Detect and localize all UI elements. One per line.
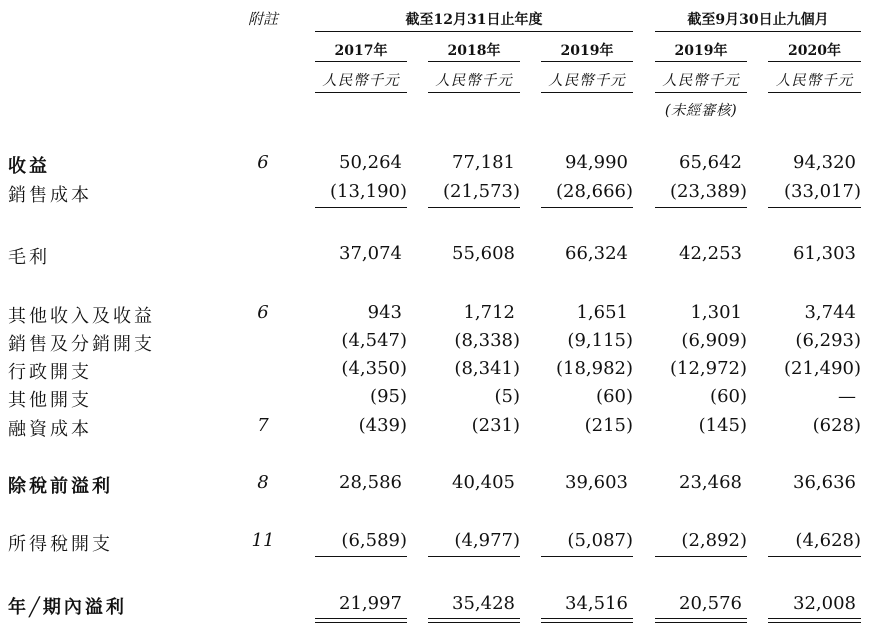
row-value: 39,603 [565, 472, 628, 493]
row-value: 65,642 [679, 152, 742, 173]
row-value: 34,516 [565, 593, 628, 614]
unit-underline-2 [428, 92, 520, 93]
row-value: (33,017) [783, 181, 861, 202]
subtotal-rule [655, 556, 747, 557]
group-underline-years [315, 31, 633, 32]
note-column-header: 附註 [247, 10, 278, 28]
year-underline-5 [768, 61, 861, 62]
year-header-1: 2017年 [334, 43, 388, 59]
row-value: 35,428 [452, 593, 515, 614]
year-header-2: 2018年 [447, 43, 501, 59]
subtotal-rule [428, 207, 520, 208]
unit-underline-3 [541, 92, 633, 93]
row-label: 除稅前溢利 [8, 476, 113, 497]
subtotal-rule [315, 207, 407, 208]
row-label: 行政開支 [8, 362, 92, 383]
group-header-years: 截至12月31日止年度 [405, 12, 543, 28]
row-value: 61,303 [793, 243, 856, 264]
row-label: 其他開支 [8, 390, 92, 411]
year-underline-2 [428, 61, 520, 62]
row-value: (6,293) [795, 330, 861, 351]
row-value: 77,181 [452, 152, 515, 173]
total-double-rule [655, 618, 747, 619]
row-value: (21,573) [442, 181, 520, 202]
row-value: 94,990 [565, 152, 628, 173]
row-value: (9,115) [567, 330, 633, 351]
subtotal-rule [315, 556, 407, 557]
row-label: 所得稅開支 [8, 534, 113, 555]
subtotal-rule [768, 207, 861, 208]
row-note: 11 [251, 530, 275, 551]
row-value: (5) [494, 386, 520, 407]
row-value: 94,320 [793, 152, 856, 173]
total-double-rule [768, 618, 861, 619]
row-value: (23,389) [669, 181, 747, 202]
row-value: (4,350) [341, 358, 407, 379]
row-value: (6,589) [341, 530, 407, 551]
row-label: 其他收入及收益 [8, 306, 155, 327]
row-label: 收益 [8, 156, 50, 177]
total-double-rule [315, 618, 407, 619]
row-value: 1,651 [576, 302, 628, 323]
row-value: 3,744 [804, 302, 856, 323]
row-note: 8 [257, 472, 269, 493]
row-label: 毛利 [8, 247, 50, 268]
group-underline-nine-months [655, 31, 861, 32]
row-value: (4,547) [341, 330, 407, 351]
row-label: 年╱期內溢利 [8, 597, 127, 618]
year-underline-3 [541, 61, 633, 62]
row-value: 943 [367, 302, 402, 323]
subtotal-rule [541, 207, 633, 208]
row-value: (60) [710, 386, 747, 407]
year-underline-4 [655, 61, 747, 62]
unit-header-3: 人民幣千元 [548, 73, 626, 89]
row-value: 55,608 [452, 243, 515, 264]
year-header-4: 2019年 [674, 43, 728, 59]
row-note: 6 [257, 152, 269, 173]
row-value: 1,712 [463, 302, 515, 323]
year-header-5: 2020年 [788, 43, 841, 59]
row-value: (8,338) [454, 330, 520, 351]
total-double-rule [428, 622, 520, 623]
row-label: 銷售成本 [8, 185, 92, 206]
row-label: 融資成本 [8, 419, 92, 440]
unit-underline-1 [315, 92, 407, 93]
row-value: (18,982) [555, 358, 633, 379]
row-value: (145) [698, 415, 747, 436]
row-value: (4,977) [454, 530, 520, 551]
row-value: 66,324 [565, 243, 628, 264]
subtotal-rule [768, 556, 861, 557]
row-value: 21,997 [339, 593, 402, 614]
row-note: 6 [257, 302, 269, 323]
row-note: 7 [257, 415, 269, 436]
row-value: (215) [584, 415, 633, 436]
row-value: (13,190) [329, 181, 407, 202]
total-double-rule [541, 618, 633, 619]
unit-underline-5 [768, 92, 861, 93]
row-value: (8,341) [454, 358, 520, 379]
row-value: — [838, 386, 856, 407]
row-value: (60) [596, 386, 633, 407]
year-header-3: 2019年 [560, 43, 614, 59]
unaudited-label: (未經審核) [664, 103, 738, 119]
unit-header-2: 人民幣千元 [435, 73, 513, 89]
row-value: (439) [358, 415, 407, 436]
row-value: 50,264 [339, 152, 402, 173]
row-value: 42,253 [679, 243, 742, 264]
total-double-rule [428, 618, 520, 619]
subtotal-rule [428, 556, 520, 557]
row-value: 37,074 [339, 243, 402, 264]
unit-header-4: 人民幣千元 [662, 73, 740, 89]
row-value: 23,468 [679, 472, 742, 493]
row-value: (231) [471, 415, 520, 436]
unit-header-5: 人民幣千元 [775, 73, 854, 89]
row-value: (5,087) [567, 530, 633, 551]
row-value: (28,666) [555, 181, 633, 202]
row-value: 28,586 [339, 472, 402, 493]
total-double-rule [315, 622, 407, 623]
total-double-rule [541, 622, 633, 623]
unit-underline-4 [655, 92, 747, 93]
row-value: (4,628) [795, 530, 861, 551]
subtotal-rule [541, 556, 633, 557]
row-label: 銷售及分銷開支 [8, 334, 155, 355]
row-value: (6,909) [681, 330, 747, 351]
row-value: (2,892) [681, 530, 747, 551]
row-value: 40,405 [452, 472, 515, 493]
row-value: (95) [370, 386, 407, 407]
total-double-rule [768, 622, 861, 623]
row-value: 20,576 [679, 593, 742, 614]
row-value: 36,636 [793, 472, 856, 493]
subtotal-rule [655, 207, 747, 208]
unit-header-1: 人民幣千元 [322, 73, 400, 89]
row-value: 1,301 [690, 302, 742, 323]
row-value: 32,008 [793, 593, 856, 614]
row-value: (628) [812, 415, 861, 436]
row-value: (21,490) [783, 358, 861, 379]
year-underline-1 [315, 61, 407, 62]
row-value: (12,972) [669, 358, 747, 379]
group-header-nine-months: 截至9月30日止九個月 [687, 12, 829, 28]
total-double-rule [655, 622, 747, 623]
